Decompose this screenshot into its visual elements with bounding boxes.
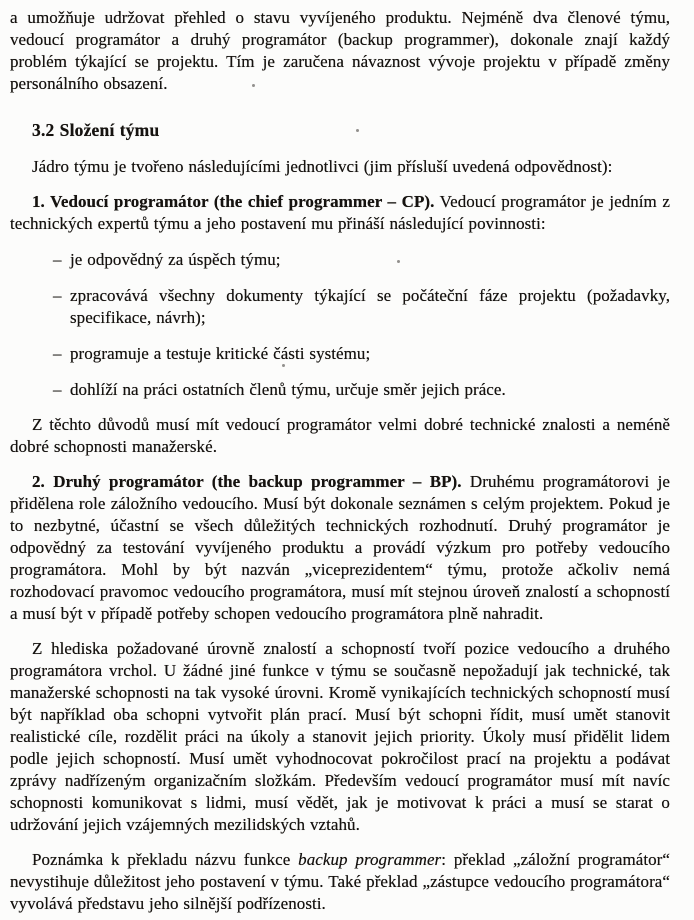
- dash-bullet-icon: –: [53, 380, 62, 399]
- list-item: [10, 379, 670, 401]
- paragraph-translation-note: [10, 849, 670, 915]
- scan-speck: [252, 84, 255, 87]
- dash-bullet-icon: –: [53, 286, 62, 305]
- scan-speck: [356, 129, 359, 132]
- dash-bullet-icon: –: [53, 344, 62, 363]
- duties-list: [10, 249, 670, 401]
- dash-bullet-icon: –: [53, 250, 62, 269]
- list-item: [10, 249, 670, 271]
- note-lead-text: Poznámka k překladu názvu funkce: [32, 850, 299, 869]
- chief-programmer-text: Vedoucí programátor je jedním z technických expertů týmu a jeho postavení mu přináší následující povinnosti:: [10, 192, 670, 233]
- chief-programmer-title: 1. Vedoucí programátor (the chief programmer – CP).: [32, 192, 435, 211]
- paragraph-intro: a umožňuje udržovat přehled o stavu vyvíjeného produktu. Nejméně dva členové týmu, vedoucí programátor a druhý programátor (backup programmer), dokonale znají každý problém týkající se projektu. Tím je zaručena návaznost vývoje projektu v případě změny personálního obsazení.: [10, 8, 670, 93]
- paragraph-core-team: Jádro týmu je tvořeno následujícími jednotlivci (jim přísluší uvedená odpovědnost):: [32, 157, 613, 176]
- list-item-text: programuje a testuje kritické části systému;: [70, 344, 371, 363]
- section-heading: 3.2 Složení týmu: [32, 120, 160, 140]
- list-item: [10, 285, 670, 329]
- list-item-text: zpracovává všechny dokumenty týkající se počáteční fáze projektu (požadavky, specifikace, návrh);: [70, 286, 670, 327]
- paragraph-chief-summary: Z těchto důvodů musí mít vedoucí programátor velmi dobré technické znalosti a neméně dobré schopnosti manažerské.: [10, 415, 670, 456]
- paragraph-requirements: Z hlediska požadované úrovně znalostí a schopností tvoří pozice vedoucího a druhého programátora vrchol. U žádné jiné funkce v týmu se současně nepožadují jak technické, tak manažerské schopnosti na tak vysoké úrovni. Kromě vynikajících technických schopností musí být například oba schopni vytvořit plán prací. Musí být schopni řídit, musí umět stanovit realistické cíle, rozdělit práci na úkoly a stanovit jejich priority. Úkoly musí přidělit lidem podle jejich schopností. Musí umět vyhodnocovat pokročilost prací na projektu a podávat zprávy nadřízeným organizačním složkám. Především vedoucí programátor musí mít navíc schopnosti komunikovat s lidmi, musí vědět, jak je motivovat k práci a musí se starat o udržování jejich vzájemných mezilidských vztahů.: [10, 639, 670, 834]
- paragraph-backup-programmer: [10, 471, 670, 625]
- backup-programmer-title: 2. Druhý programátor (the backup programmer – BP).: [32, 472, 462, 491]
- scan-speck: [397, 260, 400, 263]
- note-term-italic: backup programmer: [298, 850, 442, 869]
- note-rest-text: : překlad „záložní programátor“ nevystihuje důležitost jeho postavení v týmu. Také překlad „zástupce vedoucího programátora“ vyvolává představu jeho silnější podřízenosti.: [10, 850, 670, 913]
- list-item-text: je odpovědný za úspěch týmu;: [70, 250, 281, 269]
- list-item: [10, 343, 670, 365]
- paragraph-chief-programmer: [10, 191, 670, 235]
- scan-speck: [282, 364, 285, 367]
- list-item-text: dohlíží na práci ostatních členů týmu, určuje směr jejich práce.: [70, 380, 506, 399]
- backup-programmer-text: Druhému programátorovi je přidělena role záložního vedoucího. Musí být dokonale seznámen s celým projektem. Pokud je to nezbytné, účastní se všech důležitých technických rozhodnutí. Druhý programátor je odpovědný za testování vyvíjeného produktu a provádí výzkum pro potřeby vedoucího programátora. Mohl by být nazván „viceprezidentem“ týmu, protože ačkoliv nemá rozhodovací pravomoc vedoucího programátora, musí mít stejnou úroveň znalostí a schopností a musí být v případě potřeby schopen vedoucího programátora plně nahradit.: [10, 472, 670, 623]
